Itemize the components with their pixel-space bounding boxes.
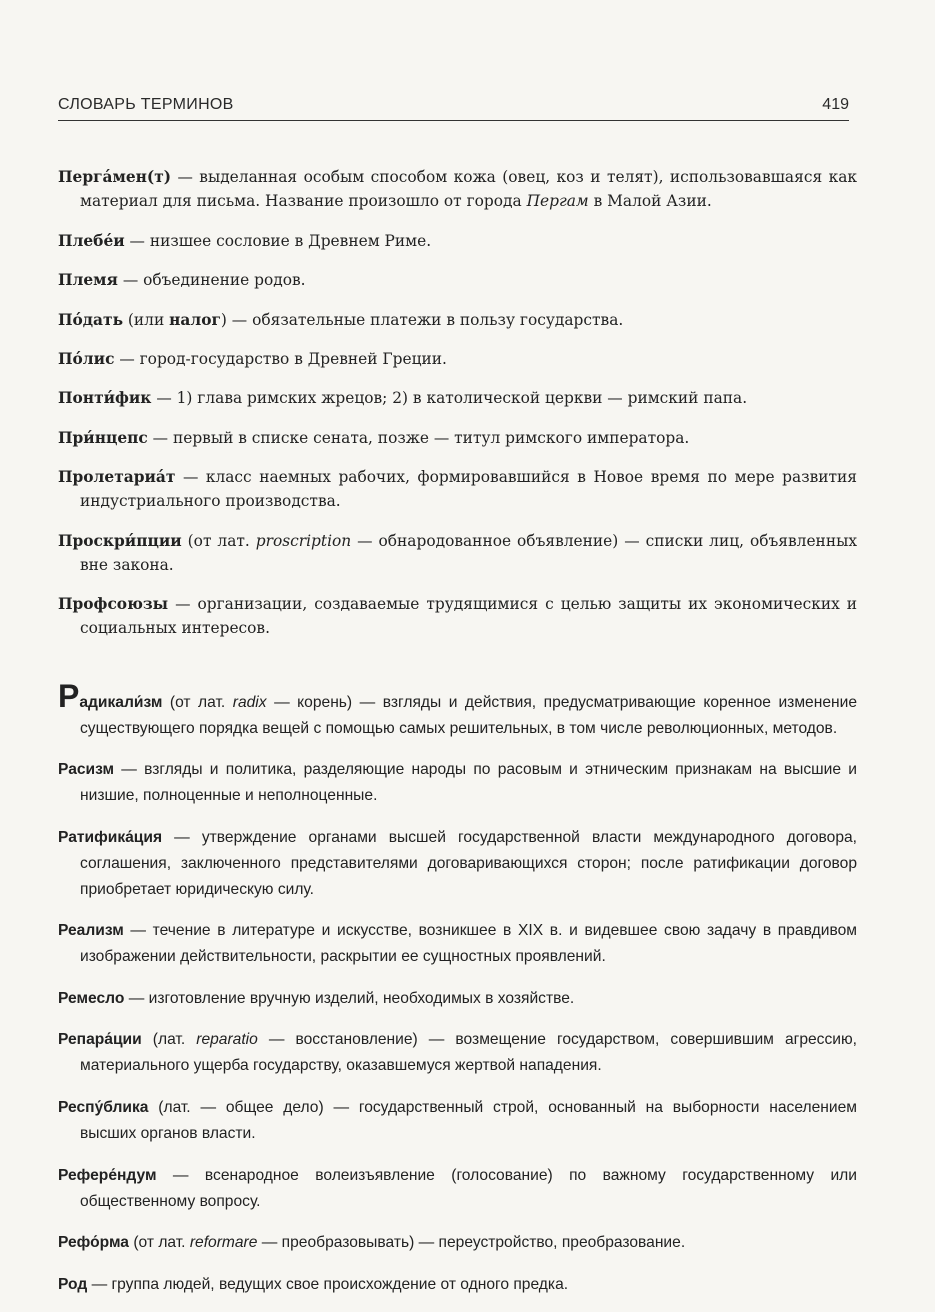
entry-text: ) — обязательные платежи в пользу государства.: [220, 310, 624, 329]
entry-term: адикали́зм: [79, 693, 163, 711]
entry-term: Расизм: [58, 761, 115, 779]
entry-text: — организации, создаваемые трудящимися с целью защиты их экономических и социальных интересов.: [80, 594, 857, 637]
entry-text: — обнародованное объявление) — списки лиц, объявленных вне закона.: [80, 531, 858, 574]
glossary-entry: [58, 918, 857, 970]
glossary-entry: [58, 165, 857, 213]
entry-italic: reformare: [189, 1234, 258, 1252]
entry-text: (от лат.: [162, 693, 233, 711]
entry-text: — выделанная особым способом кожа (овец, коз и телят), использовавшаяся как материал для письма. Название произошло от города: [80, 168, 857, 211]
glossary-entry: [58, 1027, 857, 1079]
glossary-entry: [58, 529, 857, 577]
glossary-entry: [58, 465, 857, 513]
glossary-entry: [58, 347, 857, 371]
glossary-entry: [58, 1230, 857, 1256]
entry-text: — низшее сословие в Древнем Риме.: [124, 231, 432, 250]
entry-term: По́дать: [58, 310, 124, 329]
entry-italic: proscription: [255, 531, 352, 550]
entry-text: — 1) глава римских жрецов; 2) в католической церкви — римский папа.: [151, 389, 748, 408]
entry-text: (лат. — общее дело) — государственный строй, основанный на выборности населением высших органов власти.: [80, 1099, 857, 1143]
glossary-entry: [58, 986, 857, 1012]
entry-term: Род: [58, 1275, 88, 1293]
section-gap: [58, 652, 857, 670]
entry-term: налог: [169, 310, 221, 329]
entry-term: Реализм: [58, 922, 124, 940]
glossary-entry: [58, 229, 857, 253]
entry-term: Плебе́и: [58, 231, 125, 250]
page-number: 419: [822, 96, 849, 113]
entry-term: Проскри́пции: [58, 531, 182, 550]
entry-text: (от лат.: [128, 1234, 190, 1252]
drop-cap: Р: [58, 677, 80, 714]
glossary-entry: [58, 1095, 857, 1147]
entry-text: — преобразовывать) — переустройство, преобразование.: [257, 1234, 686, 1252]
entry-term: Пролетариа́т: [58, 468, 176, 487]
glossary-entry: [58, 1272, 857, 1298]
glossary-entry: [58, 386, 857, 410]
glossary-entry: [58, 757, 857, 809]
entry-term: Перга́мен(т): [58, 168, 172, 187]
glossary-entry: [58, 825, 857, 903]
entry-text: — восстановление) — возмещение государством, совершившим агрессию, материального ущерба государству, оказавшемуся жертвой нападения.: [80, 1031, 857, 1075]
entry-text: (лат.: [141, 1031, 197, 1049]
entry-term: При́нцепс: [58, 428, 148, 447]
entry-term: Ратифика́ция: [58, 828, 163, 846]
glossary-entry: [58, 308, 857, 332]
glossary-entry: [58, 1163, 857, 1215]
entry-term: Профсоюзы: [58, 594, 169, 613]
entry-italic: reparatio: [196, 1031, 258, 1049]
glossary-entries: [58, 150, 857, 1312]
entry-text: — класс наемных рабочих, формировавшийся в Новое время по мере развития индустриального производства.: [80, 468, 857, 511]
running-header: [58, 90, 849, 121]
entry-text: в Малой Азии.: [588, 192, 712, 211]
entry-text: — объединение родов.: [117, 271, 306, 290]
entry-term: По́лис: [58, 349, 115, 368]
entry-text: — изготовление вручную изделий, необходимых в хозяйстве.: [124, 989, 575, 1007]
section-title: СЛОВАРЬ ТЕРМИНОВ: [58, 96, 234, 113]
entry-term: Репара́ции: [58, 1031, 142, 1049]
entry-text: — первый в списке сената, позже — титул римского императора.: [147, 428, 690, 447]
entry-term: Рефере́ндум: [58, 1166, 157, 1184]
entry-term: Ремесло: [58, 989, 125, 1007]
entry-text: — всенародное волеизъявление (голосование) по важному государственному или общественному вопросу.: [80, 1166, 857, 1210]
glossary-entry: [58, 426, 857, 450]
entry-text: — город-государство в Древней Греции.: [114, 349, 447, 368]
entry-text: — течение в литературе и искусстве, возникшее в XIX в. и видевшее свою задачу в правдивом изображении действительности, раскрытии ее сущностных проявлений.: [80, 922, 857, 966]
entry-text: — корень) — взгляды и действия, предусматривающие коренное изменение существующего порядка вещей с помощью самых решительных, в том числе революционных, методов.: [80, 693, 857, 737]
entry-term: Племя: [58, 271, 118, 290]
entry-term: Респу́блика: [58, 1099, 149, 1117]
glossary-entry: [58, 268, 857, 292]
glossary-entry: [58, 592, 857, 640]
entry-text: — взгляды и политика, разделяющие народы по расовым и этническим признакам на высшие и низшие, полноценные и неполноценные.: [80, 761, 857, 805]
entry-text: (или: [123, 310, 170, 329]
entry-text: — группа людей, ведущих свое происхождение от одного предка.: [87, 1275, 569, 1293]
entry-italic: Пергам: [526, 192, 589, 211]
entry-term: Понти́фик: [58, 389, 152, 408]
entry-term: Рефо́рма: [58, 1234, 129, 1252]
entry-italic: radix: [232, 693, 267, 711]
glossary-entry: [58, 677, 857, 742]
entry-text: (от лат.: [181, 531, 256, 550]
entry-text: — утверждение органами высшей государственной власти международного договора, соглашения, заключенного представителями договаривающихся сторон; после ратификации договор приобретает юридическую силу.: [80, 828, 857, 898]
